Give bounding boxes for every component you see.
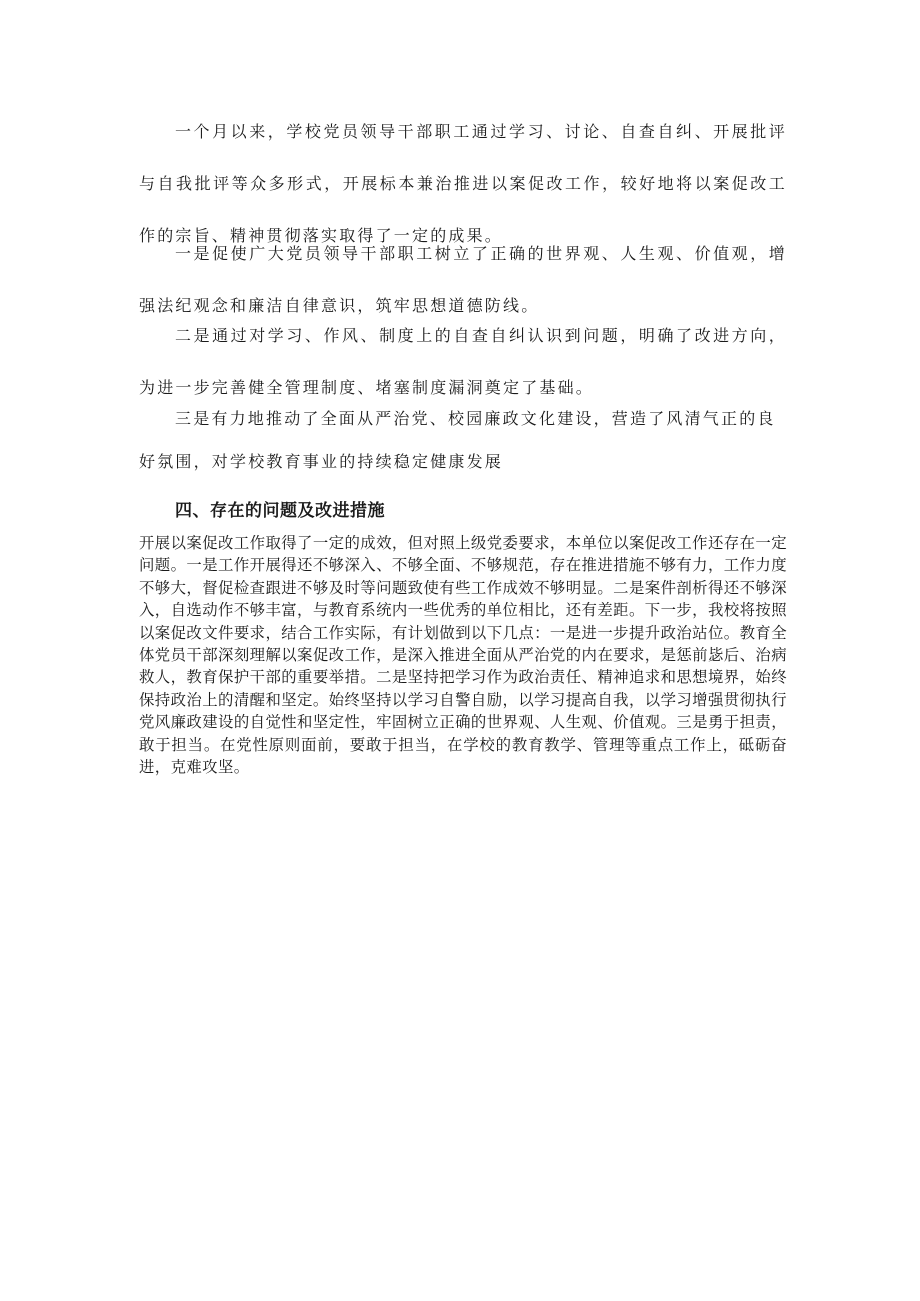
section-heading: 四、存在的问题及改进措施 bbox=[175, 501, 385, 521]
section-body: 开展以案促改工作取得了一定的成效，但对照上级党委要求，本单位以案促改工作还存在一定问题。一是工作开展得还不够深入、不够全面、不够规范，存在推进措施不够有力，工作力度不够大，督促检查跟进不够及时等问题致使有些工作成效不够明显。二是案件剖析得还不够深入，自选动作不够丰富，与教育系统内一些优秀的单位相比，还有差距。下一步，我校将按照以案促改文件要求，结合工作实际，有计划做到以下几点：一是进一步提升政治站位。教育全体党员干部深刻理解以案促改工作，是深入推进全面从严治党的内在要求，是惩前毖后、治病救人，教育保护干部的重要举措。二是坚持把学习作为政治责任、精神追求和思想境界，始终保持政治上的清醒和坚定。始终坚持以学习自警自励，以学习提高自我，以学习增强贯彻执行党风廉政建设的自觉性和坚定性，牢固树立正确的世界观、人生观、价值观。三是勇于担责，敢于担当。在党性原则面前，要敢于担当，在学校的教育教学、管理等重点工作上，砥砺奋进，克难攻坚。 bbox=[139, 534, 787, 777]
paragraph-point-one: 一是促使广大党员领导干部职工树立了正确的世界观、人生观、价值观，增强法纪观念和廉洁自律意识，筑牢思想道德防线。 bbox=[139, 244, 787, 315]
paragraph-point-three: 三是有力地推动了全面从严治党、校园廉政文化建设，营造了风清气正的良 bbox=[175, 409, 776, 428]
paragraph-point-two: 二是通过对学习、作风、制度上的自查自纠认识到问题，明确了改进方向，为进一步完善健全管理制度、堵塞制度漏洞奠定了基础。 bbox=[139, 326, 787, 397]
paragraph-summary: 一个月以来，学校党员领导干部职工通过学习、讨论、自查自纠、开展批评与自我批评等众多形式，开展标本兼治推进以案促改工作，较好地将以案促改工作的宗旨、精神贯彻落实取得了一定的成果。 bbox=[139, 122, 787, 245]
paragraph-point-three-continuation: 好氛围，对学校教育事业的持续稳定健康发展 bbox=[139, 452, 504, 471]
